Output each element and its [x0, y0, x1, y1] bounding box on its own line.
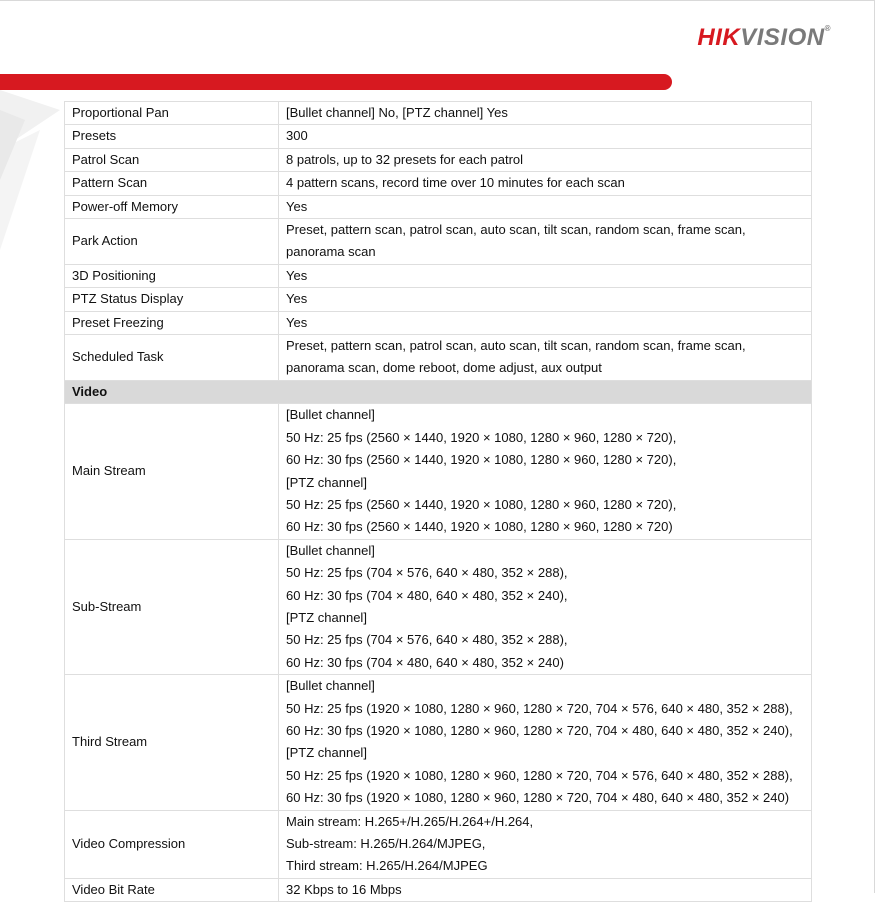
- spec-key: Power-off Memory: [65, 195, 279, 218]
- spec-value-line: Third stream: H.265/H.264/MJPEG: [286, 858, 488, 874]
- spec-key: Patrol Scan: [65, 148, 279, 171]
- spec-value-line: [PTZ channel]: [286, 745, 367, 761]
- spec-value-line: 50 Hz: 25 fps (1920 × 1080, 1280 × 960, 1280 × 720, 704 × 576, 640 × 480, 352 × 288),: [286, 700, 793, 716]
- spec-value-line: 60 Hz: 30 fps (704 × 480, 640 × 480, 352 × 240): [286, 654, 564, 670]
- spec-value-line: 50 Hz: 25 fps (704 × 576, 640 × 480, 352 × 288),: [286, 565, 568, 581]
- spec-key: 3D Positioning: [65, 264, 279, 287]
- spec-value-line: 60 Hz: 30 fps (1920 × 1080, 1280 × 960, 1280 × 720, 704 × 480, 640 × 480, 352 × 240),: [286, 722, 793, 738]
- spec-value: [279, 264, 812, 287]
- spec-value-line: [PTZ channel]: [286, 474, 367, 490]
- spec-key: Scheduled Task: [65, 335, 279, 381]
- spec-value-line: Sub-stream: H.265/H.264/MJPEG,: [286, 836, 486, 851]
- spec-value-line: Yes: [286, 198, 308, 214]
- spec-value-line: 50 Hz: 25 fps (1920 × 1080, 1280 × 960, 1280 × 720, 704 × 576, 640 × 480, 352 × 288),: [286, 767, 793, 783]
- spec-value-line: [Bullet channel]: [286, 678, 375, 694]
- spec-row: [65, 172, 812, 195]
- spec-key: Third Stream: [65, 675, 279, 810]
- spec-key: Pattern Scan: [65, 172, 279, 195]
- spec-row: [65, 288, 812, 311]
- hikvision-logo: HIKVISION®: [697, 24, 831, 51]
- spec-row: [65, 675, 812, 810]
- spec-value: [279, 675, 812, 810]
- spec-value-line: 60 Hz: 30 fps (1920 × 1080, 1280 × 960, 1280 × 720, 704 × 480, 640 × 480, 352 × 240): [286, 790, 790, 806]
- spec-key: Video Compression: [65, 810, 279, 878]
- spec-row: [65, 404, 812, 539]
- spec-value: [279, 404, 812, 539]
- spec-row: [65, 335, 812, 381]
- spec-row: [65, 102, 812, 125]
- spec-value: [279, 878, 812, 901]
- spec-value: [279, 219, 812, 265]
- spec-value-line: 60 Hz: 30 fps (2560 × 1440, 1920 × 1080, 1280 × 960, 1280 × 720),: [286, 452, 677, 468]
- spec-table: [64, 101, 812, 902]
- spec-key: Presets: [65, 125, 279, 148]
- spec-value: [279, 335, 812, 381]
- spec-key: Park Action: [65, 219, 279, 265]
- spec-key: Sub-Stream: [65, 539, 279, 674]
- spec-value-line: Yes: [286, 291, 308, 307]
- spec-value-line: 50 Hz: 25 fps (2560 × 1440, 1920 × 1080, 1280 × 960, 1280 × 720),: [286, 496, 677, 512]
- spec-key: Main Stream: [65, 404, 279, 539]
- spec-value-line: panorama scan: [286, 244, 376, 260]
- spec-value-line: 300: [286, 128, 308, 144]
- spec-value-line: [Bullet channel]: [286, 407, 375, 423]
- spec-row: [65, 148, 812, 171]
- spec-value-line: Yes: [286, 314, 308, 330]
- spec-value-line: 60 Hz: 30 fps (704 × 480, 640 × 480, 352 × 240),: [286, 587, 568, 603]
- spec-value: [279, 539, 812, 674]
- spec-value: [279, 810, 812, 878]
- spec-value-line: 50 Hz: 25 fps (704 × 576, 640 × 480, 352 × 288),: [286, 632, 568, 648]
- spec-value-line: 32 Kbps to 16 Mbps: [286, 881, 402, 897]
- spec-value: [279, 102, 812, 125]
- spec-row: [65, 810, 812, 878]
- spec-key: Preset Freezing: [65, 311, 279, 334]
- section-header-row: [65, 380, 812, 403]
- spec-value-line: [Bullet channel]: [286, 542, 375, 558]
- spec-row: [65, 311, 812, 334]
- spec-value-line: 8 patrols, up to 32 presets for each patrol: [286, 151, 524, 167]
- spec-key: Video Bit Rate: [65, 878, 279, 901]
- spec-key: PTZ Status Display: [65, 288, 279, 311]
- spec-value: [279, 195, 812, 218]
- spec-value: [279, 148, 812, 171]
- section-title: Video: [65, 380, 812, 403]
- spec-row: [65, 539, 812, 674]
- spec-value-line: Preset, pattern scan, patrol scan, auto scan, tilt scan, random scan, frame scan,: [286, 222, 746, 238]
- spec-value-line: 4 pattern scans, record time over 10 minutes for each scan: [286, 175, 625, 191]
- spec-row: [65, 264, 812, 287]
- header-red-bar: [0, 74, 672, 90]
- spec-value: [279, 311, 812, 334]
- watermark-graphic: [0, 90, 70, 290]
- spec-value-line: 50 Hz: 25 fps (2560 × 1440, 1920 × 1080, 1280 × 960, 1280 × 720),: [286, 429, 677, 445]
- spec-value-line: Preset, pattern scan, patrol scan, auto scan, tilt scan, random scan, frame scan,: [286, 338, 746, 354]
- spec-row: [65, 195, 812, 218]
- spec-value-line: 60 Hz: 30 fps (2560 × 1440, 1920 × 1080, 1280 × 960, 1280 × 720): [286, 519, 673, 535]
- spec-value-line: [PTZ channel]: [286, 609, 367, 625]
- spec-value-line: panorama scan, dome reboot, dome adjust, aux output: [286, 360, 602, 376]
- spec-value-line: Main stream: H.265+/H.265/H.264+/H.264,: [286, 813, 534, 829]
- spec-row: [65, 219, 812, 265]
- spec-row: [65, 125, 812, 148]
- spec-value-line: [Bullet channel] No, [PTZ channel] Yes: [286, 105, 508, 120]
- spec-value: [279, 288, 812, 311]
- spec-key: Proportional Pan: [65, 102, 279, 125]
- spec-value: [279, 172, 812, 195]
- spec-value: [279, 125, 812, 148]
- spec-row: [65, 878, 812, 901]
- spec-value-line: Yes: [286, 267, 308, 283]
